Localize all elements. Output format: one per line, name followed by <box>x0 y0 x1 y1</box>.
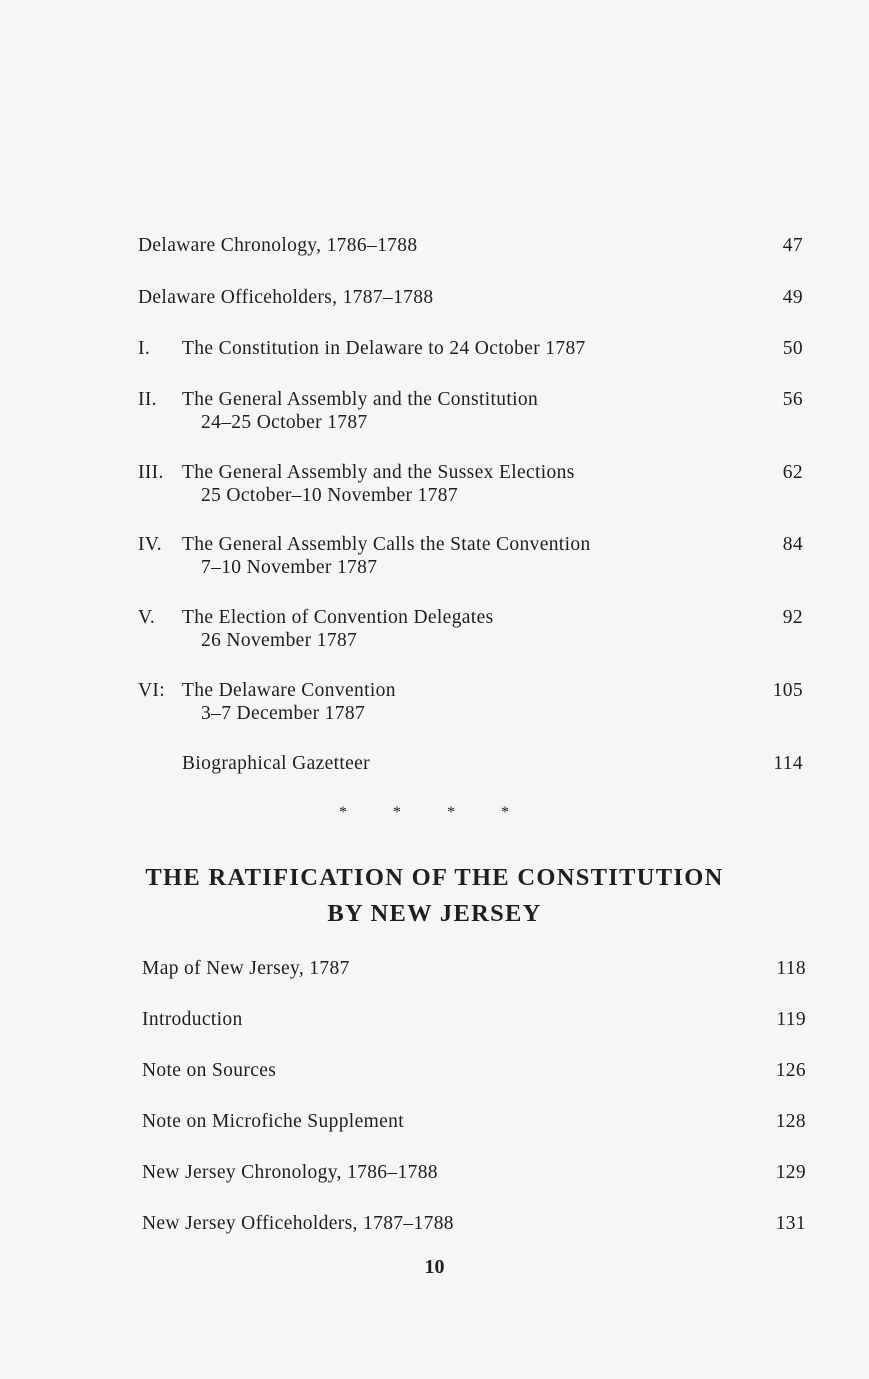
toc-entry-numeral: VI: <box>138 680 166 701</box>
toc-entry-page: 114 <box>773 753 803 774</box>
toc-entry-title: The Delaware Convention <box>182 680 396 701</box>
toc-entry-title: Biographical Gazetteer <box>182 753 370 774</box>
toc-entry-title: Introduction <box>142 1009 243 1030</box>
toc-entry-page: 56 <box>782 389 803 410</box>
toc-entry-page: 92 <box>782 607 803 628</box>
toc-entry-title: New Jersey Chronology, 1786–1788 <box>142 1162 438 1183</box>
toc-entry-page: 126 <box>775 1060 806 1081</box>
section-heading-line-1: THE RATIFICATION OF THE CONSTITUTION <box>145 864 724 891</box>
toc-entry-subtitle: 26 November 1787 <box>201 630 358 651</box>
toc-entry-page: 119 <box>776 1009 806 1030</box>
toc-entry-page: 47 <box>782 235 803 256</box>
toc-entry-subtitle: 7–10 November 1787 <box>201 557 378 578</box>
toc-entry-title: Note on Microfiche Supplement <box>142 1111 404 1132</box>
toc-entry-page: 62 <box>782 462 803 483</box>
toc-entry-numeral: III. <box>138 462 164 483</box>
toc-entry-title: The Constitution in Delaware to 24 October 1787 <box>182 338 586 359</box>
toc-entry-title: The General Assembly Calls the State Convention <box>182 534 591 555</box>
section-heading-line-2: BY NEW JERSEY <box>327 900 542 927</box>
section-separator: * * * * <box>339 804 530 821</box>
toc-entry-numeral: IV. <box>138 534 162 555</box>
toc-entry-page: 105 <box>772 680 803 701</box>
toc-entry-page: 49 <box>782 287 803 308</box>
toc-entry-subtitle: 3–7 December 1787 <box>201 703 366 724</box>
toc-entry-page: 131 <box>775 1213 806 1234</box>
toc-entry-title: The Election of Convention Delegates <box>182 607 494 628</box>
toc-entry-title: Note on Sources <box>142 1060 277 1081</box>
toc-entry-title: Map of New Jersey, 1787 <box>142 958 350 979</box>
toc-entry-title: New Jersey Officeholders, 1787–1788 <box>142 1213 454 1234</box>
toc-entry-numeral: V. <box>138 607 156 628</box>
toc-entry-title: The General Assembly and the Sussex Elections <box>182 462 575 483</box>
toc-entry-page: 128 <box>775 1111 806 1132</box>
page-number: 10 <box>424 1256 445 1278</box>
toc-entry-title: Delaware Chronology, 1786–1788 <box>138 235 418 256</box>
toc-entry-page: 50 <box>782 338 803 359</box>
toc-entry-page: 129 <box>775 1162 806 1183</box>
toc-entry-title: The General Assembly and the Constitution <box>182 389 539 410</box>
toc-entry-numeral: II. <box>138 389 157 410</box>
toc-entry-numeral: I. <box>138 338 151 359</box>
toc-entry-title: Delaware Officeholders, 1787–1788 <box>138 287 434 308</box>
toc-entry-page: 118 <box>776 958 806 979</box>
toc-entry-subtitle: 25 October–10 November 1787 <box>201 485 458 506</box>
toc-entry-subtitle: 24–25 October 1787 <box>201 412 368 433</box>
toc-entry-page: 84 <box>782 534 803 555</box>
